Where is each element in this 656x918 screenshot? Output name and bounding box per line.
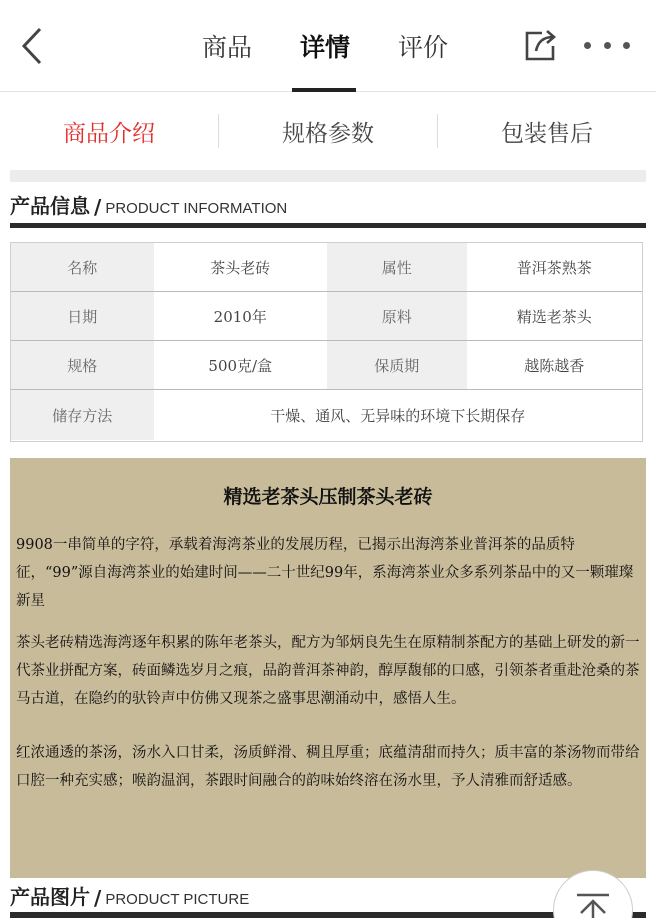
section-title-en: PRODUCT PICTURE xyxy=(105,891,250,908)
table-value: 精选老茶头 xyxy=(516,307,592,326)
description-paragraph: 9908一串简单的字符，承载着海湾茶业的发展历程，已揭示出海湾茶业普洱茶的品质特征，“99”源自海湾茶业的始建时间——二十世纪99年，系海湾茶业众多系列茶品中的又一颗璀璨新星 xyxy=(16,537,634,609)
table-label: 储存方法 xyxy=(11,390,154,440)
sub-tabs xyxy=(0,92,656,170)
more-icon xyxy=(584,42,591,49)
section-title-en: PRODUCT INFORMATION xyxy=(105,200,288,217)
product-info-table xyxy=(10,242,643,442)
table-value: 干燥、通风、无异味的环境下长期保存 xyxy=(270,406,526,425)
back-button[interactable] xyxy=(14,24,50,68)
tab-goods[interactable]: 商品 xyxy=(201,33,252,62)
table-value: 普洱茶熟茶 xyxy=(516,258,592,277)
subtab-specs[interactable]: 规格参数 xyxy=(219,114,438,148)
section-rule xyxy=(10,912,646,918)
section-title-slash: / xyxy=(94,195,102,219)
back-icon xyxy=(20,26,44,66)
section-title-slash: / xyxy=(94,886,102,910)
table-label: 规格 xyxy=(11,341,154,389)
table-label: 日期 xyxy=(11,292,154,340)
table-row xyxy=(11,292,642,341)
table-value: 2010年 xyxy=(213,307,267,326)
subtab-product-intro[interactable]: 商品介绍 xyxy=(0,114,219,148)
description-paragraph: 红浓通透的茶汤，汤水入口甘柔，汤质鲜滑、稠且厚重；底蕴清甜而持久；质丰富的茶汤物而带给口腔一种充实感；喉韵温润，茶跟时间融合的韵味始终溶在汤水里，予人清雅而舒适感。 xyxy=(16,745,640,789)
top-bar xyxy=(0,0,656,92)
product-description xyxy=(10,458,646,878)
product-info-header xyxy=(10,183,646,223)
description-title: 精选老茶头压制茶头老砖 xyxy=(223,486,433,508)
share-button[interactable] xyxy=(520,26,560,66)
table-row-storage xyxy=(11,390,642,440)
table-label: 原料 xyxy=(327,292,467,340)
description-paragraph: 茶头老砖精选海湾逐年积累的陈年老茶头，配方为邹炳良先生在原精制茶配方的基础上研发的新一代茶业拼配方案，砖面鳞选岁月之痕，品韵普洱茶神韵，醇厚馥郁的口感，引领茶者重赴沧桑的茶马古道，在隐约的驮铃声中仿佛又现茶之盛事思潮涌动中，感悟人生。 xyxy=(16,635,640,707)
table-value: 茶头老砖 xyxy=(210,258,271,277)
table-row xyxy=(11,341,642,390)
tab-details[interactable]: 详情 xyxy=(276,0,374,92)
subtab-packaging[interactable]: 包装售后 xyxy=(501,120,593,147)
table-row xyxy=(11,243,642,292)
share-icon xyxy=(520,26,560,66)
table-value: 500克/盒 xyxy=(208,356,273,375)
more-icon-dot xyxy=(623,42,630,49)
section-rule xyxy=(10,223,646,228)
section-title-cn: 产品图片 xyxy=(10,885,90,909)
table-label: 名称 xyxy=(11,243,154,291)
top-tabs xyxy=(178,0,472,92)
back-to-top-icon xyxy=(575,893,611,918)
tab-reviews[interactable]: 评价 xyxy=(397,33,448,62)
divider-band xyxy=(10,170,646,182)
section-title-cn: 产品信息 xyxy=(10,194,90,218)
product-picture-header xyxy=(10,874,646,914)
more-icon-dot xyxy=(604,42,611,49)
more-button[interactable] xyxy=(584,30,630,60)
table-label: 属性 xyxy=(327,243,467,291)
table-value: 越陈越香 xyxy=(524,356,585,375)
table-label: 保质期 xyxy=(327,341,467,389)
